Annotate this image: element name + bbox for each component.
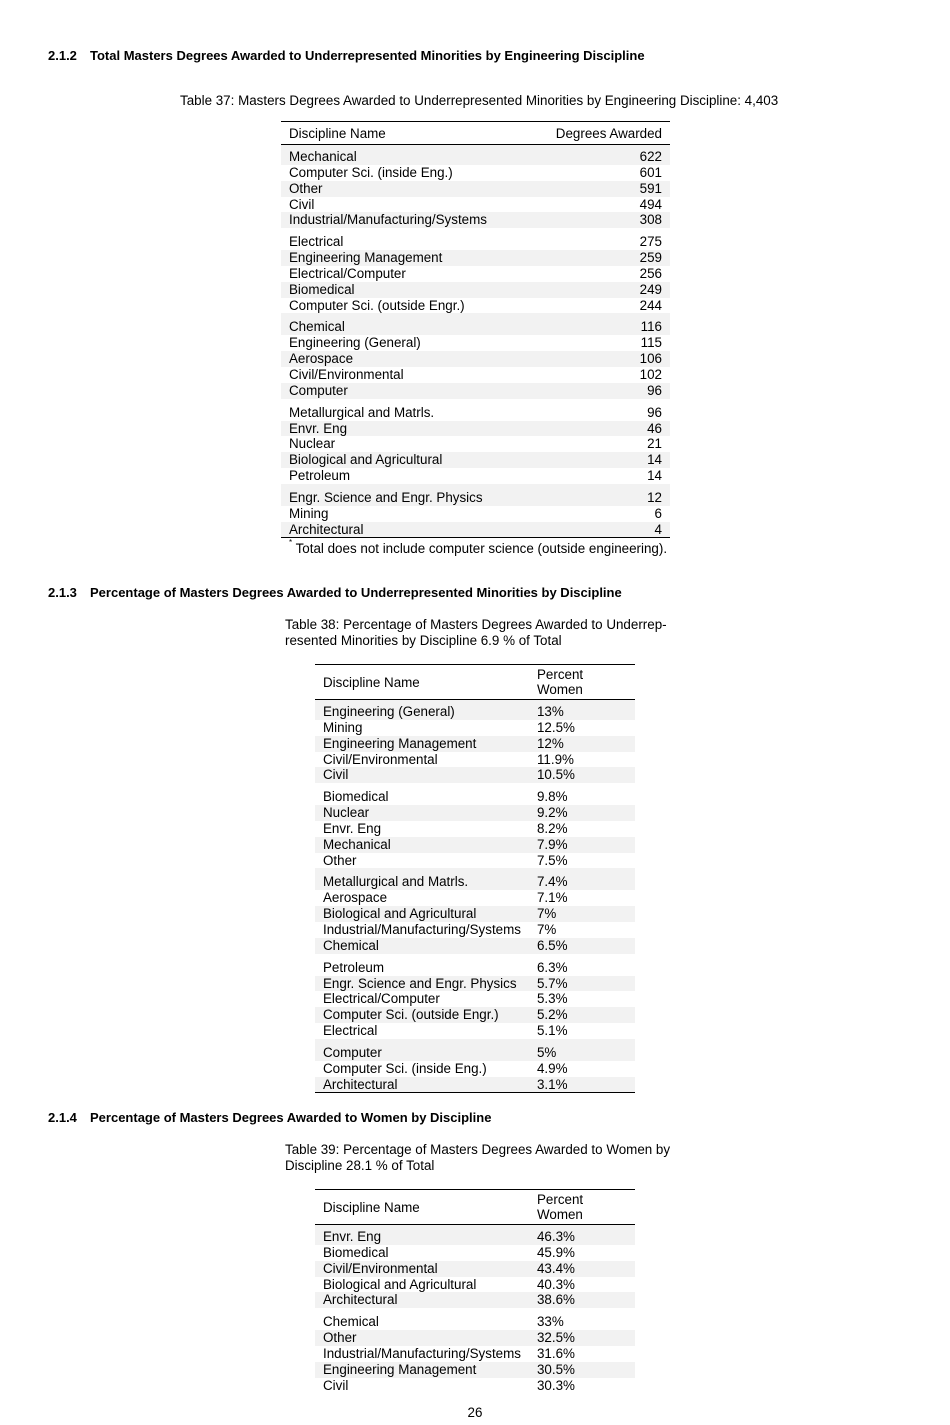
table-row: [315, 720, 635, 736]
value-cell: 6: [654, 505, 662, 521]
discipline-cell: Mining: [323, 719, 363, 735]
discipline-cell: Engr. Science and Engr. Physics: [281, 484, 529, 506]
discipline-cell: Civil/Environmental: [323, 751, 438, 767]
discipline-cell: Industrial/Manufacturing/Systems: [323, 1345, 521, 1361]
table-row: [281, 421, 670, 437]
discipline-cell: Electrical: [323, 1023, 378, 1039]
table-row: [315, 752, 635, 768]
value-cell: 5.7%: [529, 976, 635, 992]
value-cell: 38.6%: [529, 1292, 635, 1308]
value-cell: 30.5%: [529, 1362, 635, 1378]
section-heading: [48, 48, 645, 63]
discipline-cell: Mechanical: [281, 145, 529, 165]
discipline-cell: Chemical: [323, 1314, 379, 1330]
discipline-cell: Computer Sci. (inside Eng.): [289, 164, 453, 180]
discipline-cell: Nuclear: [289, 436, 336, 452]
discipline-cell: Metallurgical and Matrls.: [315, 868, 529, 890]
discipline-cell: Civil: [315, 767, 529, 783]
table-row: [315, 1077, 635, 1093]
section-title: Percentage of Masters Degrees Awarded to Underrepresented Minorities by Discipline: [90, 585, 622, 600]
discipline-cell: Industrial/Manufacturing/Systems: [281, 212, 529, 228]
discipline-cell: Electrical: [289, 234, 344, 250]
value-cell: 46.3%: [529, 1225, 635, 1245]
table-row: [281, 468, 670, 484]
value-cell: 43.4%: [529, 1261, 635, 1277]
discipline-cell: Mechanical: [315, 837, 529, 853]
value-cell: 12%: [529, 736, 635, 752]
table-row: [315, 1061, 635, 1077]
value-cell: 275: [639, 234, 662, 250]
discipline-cell: Other: [281, 181, 529, 197]
discipline-cell: Electrical/Computer: [289, 265, 406, 281]
table-row: [315, 890, 635, 906]
table-header-row: [281, 122, 670, 145]
discipline-cell: Aerospace: [323, 890, 388, 906]
value-cell: 14: [647, 468, 662, 484]
value-cell: 45.9%: [536, 1244, 575, 1260]
discipline-cell: Engineering Management: [315, 1362, 529, 1378]
table-39: [315, 1189, 635, 1393]
value-cell: 7%: [536, 921, 557, 937]
section-title: Percentage of Masters Degrees Awarded to Women by Discipline: [90, 1110, 492, 1125]
value-cell: 9.2%: [529, 805, 635, 821]
value-cell: 96: [647, 404, 662, 420]
caption-line: Table 39: Percentage of Masters Degrees Awarded to Women by: [285, 1142, 671, 1157]
table-row: [315, 1007, 635, 1023]
discipline-cell: Aerospace: [281, 351, 529, 367]
table-37-footnote: [289, 538, 668, 556]
table-row: [315, 938, 635, 954]
table-row: [315, 991, 635, 1007]
table-row: [281, 282, 670, 298]
discipline-cell: Engineering (General): [289, 335, 421, 351]
column-header: Percent Women: [529, 1190, 635, 1225]
discipline-cell: Biological and Agricultural: [315, 906, 529, 922]
discipline-cell: Envr. Eng: [281, 421, 529, 437]
table-row: [315, 1346, 635, 1362]
table-header-row: [315, 1190, 635, 1225]
table-row: [315, 700, 635, 720]
table-row: [315, 1308, 635, 1330]
table-row: [315, 805, 635, 821]
discipline-cell: Biomedical: [323, 1244, 389, 1260]
discipline-cell: Computer: [315, 1039, 529, 1061]
value-cell: 11.9%: [536, 751, 574, 767]
column-header: Degrees Awarded: [529, 122, 670, 145]
discipline-cell: Metallurgical and Matrls.: [289, 404, 435, 420]
section-number: 2.1.2: [48, 48, 77, 63]
table-row: [281, 181, 670, 197]
table-row: [281, 436, 670, 452]
caption-line: Discipline 28.1 % of Total: [285, 1158, 435, 1173]
table-row: [315, 1362, 635, 1378]
value-cell: 4: [529, 522, 670, 538]
section-title: Total Masters Degrees Awarded to Underrepresented Minorities by Engineering Discipline: [90, 48, 645, 63]
value-cell: 96: [529, 383, 670, 399]
value-cell: 7.4%: [529, 868, 635, 890]
table-row: [315, 1261, 635, 1277]
table-row: [281, 228, 670, 250]
table-row: [315, 976, 635, 992]
table-37: [281, 121, 670, 538]
value-cell: 259: [529, 250, 670, 266]
value-cell: 21: [647, 436, 662, 452]
value-cell: 622: [529, 145, 670, 165]
value-cell: 591: [529, 181, 670, 197]
table-row: [315, 954, 635, 976]
table-row: [281, 212, 670, 228]
discipline-cell: Civil: [323, 1377, 349, 1393]
table-row: [315, 1378, 635, 1394]
footnote-text: Total does not include computer science (outside engineering).: [295, 541, 668, 556]
discipline-cell: Petroleum: [289, 468, 351, 484]
value-cell: 601: [639, 164, 662, 180]
table-row: [281, 197, 670, 213]
page-number: 26: [467, 1405, 483, 1420]
discipline-cell: Industrial/Manufacturing/Systems: [323, 921, 521, 937]
value-cell: 6.3%: [536, 959, 568, 975]
table-row: [281, 266, 670, 282]
discipline-cell: Computer Sci. (outside Engr.): [315, 1007, 529, 1023]
discipline-cell: Computer Sci. (inside Eng.): [323, 1060, 487, 1076]
table-row: [281, 367, 670, 383]
discipline-cell: Engr. Science and Engr. Physics: [315, 976, 529, 992]
discipline-cell: Engineering Management: [281, 250, 529, 266]
table-row: [281, 313, 670, 335]
caption-line: resented Minorities by Discipline 6.9 % of Total: [285, 633, 562, 648]
table-row: [315, 821, 635, 837]
table-row: [315, 783, 635, 805]
section-number: 2.1.3: [48, 585, 77, 600]
value-cell: 5.2%: [529, 1007, 635, 1023]
table-row: [315, 1330, 635, 1346]
discipline-cell: Nuclear: [315, 805, 529, 821]
discipline-cell: Architectural: [315, 1077, 529, 1093]
table-row: [281, 522, 670, 538]
value-cell: 8.2%: [536, 820, 568, 836]
column-header: Percent Women: [529, 665, 635, 700]
section-heading: [48, 1110, 491, 1125]
discipline-cell: Mining: [289, 505, 329, 521]
discipline-cell: Engineering Management: [315, 736, 529, 752]
table-row: [315, 922, 635, 938]
table-row: [315, 1023, 635, 1039]
value-cell: 12.5%: [536, 719, 575, 735]
table-row: [315, 1245, 635, 1261]
value-cell: 256: [639, 265, 662, 281]
discipline-cell: Envr. Eng: [315, 1225, 529, 1245]
table-37-caption: Table 37: Masters Degrees Awarded to Underrepresented Minorities by Engineering Discipline: 4,403: [180, 93, 779, 108]
table-row: [281, 452, 670, 468]
discipline-cell: Other: [315, 1330, 529, 1346]
table-row: [281, 298, 670, 314]
table-row: [315, 1039, 635, 1061]
discipline-cell: Engineering (General): [315, 700, 529, 720]
value-cell: 32.5%: [529, 1330, 635, 1346]
value-cell: 249: [529, 282, 670, 298]
value-cell: 3.1%: [529, 1077, 635, 1093]
table-header-row: [315, 665, 635, 700]
value-cell: 7.1%: [536, 890, 568, 906]
value-cell: 244: [639, 297, 662, 313]
table-row: [315, 837, 635, 853]
value-cell: 12: [529, 484, 670, 506]
column-header: Discipline Name: [315, 1190, 529, 1225]
value-cell: 10.5%: [529, 767, 635, 783]
value-cell: 5.1%: [536, 1023, 568, 1039]
table-row: [281, 335, 670, 351]
discipline-cell: Other: [323, 852, 357, 868]
value-cell: 40.3%: [536, 1276, 575, 1292]
table-38: [315, 664, 635, 1093]
value-cell: 102: [639, 366, 662, 382]
discipline-cell: Chemical: [315, 938, 529, 954]
value-cell: 9.8%: [536, 789, 568, 805]
discipline-cell: Architectural: [281, 522, 529, 538]
value-cell: 115: [640, 335, 662, 351]
table-row: [281, 484, 670, 506]
table-38-caption: [285, 617, 667, 649]
discipline-cell: Computer: [281, 383, 529, 399]
table-39-caption: [285, 1142, 670, 1174]
value-cell: 7%: [529, 906, 635, 922]
value-cell: 46: [529, 421, 670, 437]
table-row: [315, 1292, 635, 1308]
value-cell: 494: [639, 196, 662, 212]
discipline-cell: Biological and Agricultural: [323, 1276, 477, 1292]
table-row: [315, 868, 635, 890]
table-row: [315, 1277, 635, 1293]
footnote-mark: *: [289, 538, 293, 547]
column-header: Discipline Name: [315, 665, 529, 700]
table-row: [315, 736, 635, 752]
value-cell: 13%: [529, 700, 635, 720]
table-row: [281, 351, 670, 367]
table-row: [281, 506, 670, 522]
discipline-cell: Electrical/Computer: [323, 991, 440, 1007]
discipline-cell: Civil/Environmental: [289, 366, 404, 382]
table-row: [281, 165, 670, 181]
discipline-cell: Civil/Environmental: [315, 1261, 529, 1277]
discipline-cell: Computer Sci. (outside Engr.): [289, 297, 465, 313]
value-cell: 7.5%: [536, 852, 568, 868]
section-number: 2.1.4: [48, 1110, 77, 1125]
table-row: [315, 853, 635, 869]
value-cell: 116: [529, 313, 670, 335]
table-row: [315, 1225, 635, 1245]
table-row: [315, 906, 635, 922]
value-cell: 106: [529, 351, 670, 367]
value-cell: 4.9%: [536, 1060, 568, 1076]
discipline-cell: Biological and Agricultural: [281, 452, 529, 468]
value-cell: 5.3%: [536, 991, 568, 1007]
value-cell: 5%: [529, 1039, 635, 1061]
table-row: [281, 383, 670, 399]
value-cell: 308: [529, 212, 670, 228]
discipline-cell: Civil: [289, 196, 315, 212]
section-heading: [48, 585, 622, 600]
value-cell: 7.9%: [529, 837, 635, 853]
table-row: [281, 399, 670, 421]
table-row: [281, 250, 670, 266]
discipline-cell: Envr. Eng: [323, 820, 382, 836]
caption-line: Table 38: Percentage of Masters Degrees Awarded to Underrep-: [285, 617, 667, 632]
table-row: [281, 145, 670, 165]
value-cell: 30.3%: [536, 1377, 575, 1393]
column-header: Discipline Name: [281, 122, 529, 145]
value-cell: 33%: [536, 1314, 564, 1330]
value-cell: 14: [529, 452, 670, 468]
discipline-cell: Biomedical: [281, 282, 529, 298]
discipline-cell: Architectural: [315, 1292, 529, 1308]
value-cell: 31.6%: [536, 1345, 575, 1361]
discipline-cell: Biomedical: [323, 789, 389, 805]
value-cell: 6.5%: [529, 938, 635, 954]
discipline-cell: Chemical: [281, 313, 529, 335]
discipline-cell: Petroleum: [323, 959, 385, 975]
table-row: [315, 767, 635, 783]
